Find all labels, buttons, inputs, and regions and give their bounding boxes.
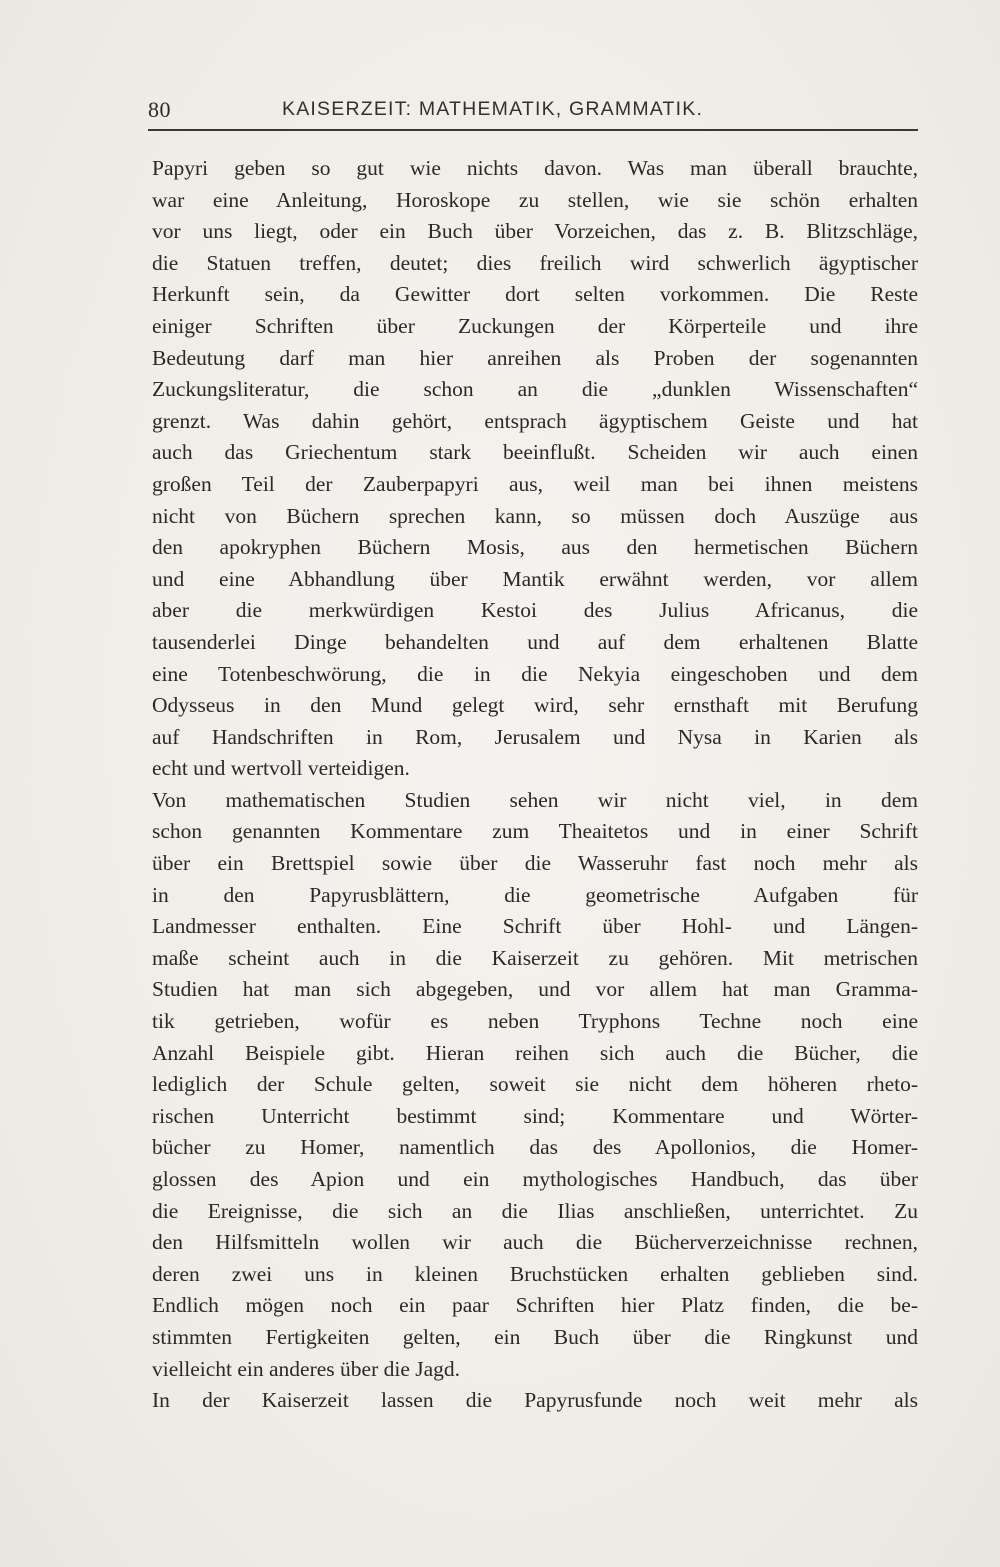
text-line: Anzahl Beispiele gibt. Hieran reihen sich auch die Bücher, die [152, 1040, 918, 1065]
text-line: schon genannten Kommentare zum Theaitetos und in einer Schrift [152, 819, 918, 844]
chapter-title: KAISERZEIT: MATHEMATIK, GRAMMATIK. [282, 98, 704, 120]
body-text [152, 153, 918, 1417]
text-line: den apokryphen Büchern Mosis, aus den hermetischen Büchern [152, 535, 918, 560]
text-line: nicht von Büchern sprechen kann, so müssen doch Auszüge aus [152, 503, 918, 528]
text-line: die Statuen treffen, deutet; dies freilich wird schwerlich ägyptischer [152, 250, 918, 275]
text-line: vor uns liegt, oder ein Buch über Vorzeichen, das z. B. Blitzschläge, [152, 219, 918, 244]
text-line: Odysseus in den Mund gelegt wird, sehr ernsthaft mit Berufung [152, 693, 918, 718]
text-line: Papyri geben so gut wie nichts davon. Was man überall brauchte, [152, 156, 918, 180]
text-line: auch das Griechentum stark beeinflußt. Scheiden wir auch einen [152, 440, 918, 465]
text-line: und eine Abhandlung über Mantik erwähnt werden, vor allem [152, 566, 918, 591]
text-line: großen Teil der Zauberpapyri aus, weil man bei ihnen meistens [152, 471, 918, 496]
text-line: Von mathematischen Studien sehen wir nicht viel, in dem [152, 787, 918, 812]
text-line: vielleicht ein anderes über die Jagd. [152, 1356, 461, 1381]
running-head [148, 95, 918, 131]
text-line: echt und wertvoll verteidigen. [152, 756, 410, 781]
text-line: Bedeutung darf man hier anreihen als Proben der sogenannten [152, 345, 918, 370]
text-line: eine Totenbeschwörung, die in die Nekyia eingeschoben und dem [152, 661, 918, 686]
text-line: Endlich mögen noch ein paar Schriften hier Platz finden, die be- [152, 1293, 918, 1318]
page-number: 80 [148, 97, 171, 122]
text-line: auf Handschriften in Rom, Jerusalem und Nysa in Karien als [152, 724, 918, 749]
text-line: Studien hat man sich abgegeben, und vor allem hat man Gramma- [152, 977, 918, 1002]
text-line: Zuckungsliteratur, die schon an die „dunklen Wissenschaften“ [152, 377, 918, 402]
text-line: In der Kaiserzeit lassen die Papyrusfunde noch weit mehr als [152, 1388, 918, 1413]
text-line: Herkunft sein, da Gewitter dort selten vorkommen. Die Reste [152, 282, 918, 307]
text-line: den Hilfsmitteln wollen wir auch die Bücherverzeichnisse rechnen, [152, 1230, 918, 1255]
text-line: rischen Unterricht bestimmt sind; Kommentare und Wörter- [152, 1103, 918, 1128]
text-line: war eine Anleitung, Horoskope zu stellen, wie sie schön erhalten [152, 187, 918, 212]
text-line: aber die merkwürdigen Kestoi des Julius Africanus, die [152, 598, 918, 623]
text-line: Landmesser enthalten. Eine Schrift über Hohl- und Längen- [152, 914, 918, 939]
text-line: lediglich der Schule gelten, soweit sie nicht dem höheren rheto- [152, 1072, 918, 1097]
text-line: stimmten Fertigkeiten gelten, ein Buch über die Ringkunst und [152, 1324, 918, 1349]
text-line: die Ereignisse, die sich an die Ilias anschließen, unterrichtet. Zu [152, 1198, 918, 1223]
text-line: tik getrieben, wofür es neben Tryphons Techne noch eine [152, 1009, 918, 1034]
text-line: einiger Schriften über Zuckungen der Körperteile und ihre [152, 313, 918, 338]
text-line: bücher zu Homer, namentlich das des Apollonios, die Homer- [152, 1135, 918, 1160]
text-line: maße scheint auch in die Kaiserzeit zu gehören. Mit metrischen [152, 945, 918, 970]
text-line: über ein Brettspiel sowie über die Wasseruhr fast noch mehr als [152, 851, 918, 876]
text-line: grenzt. Was dahin gehört, entsprach ägyptischem Geiste und hat [152, 408, 918, 433]
text-line: deren zwei uns in kleinen Bruchstücken erhalten geblieben sind. [152, 1261, 918, 1286]
text-line: in den Papyrusblättern, die geometrische Aufgaben für [152, 882, 918, 907]
text-line: glossen des Apion und ein mythologisches Handbuch, das über [152, 1167, 918, 1191]
text-line: tausenderlei Dinge behandelten und auf dem erhaltenen Blatte [152, 629, 918, 654]
